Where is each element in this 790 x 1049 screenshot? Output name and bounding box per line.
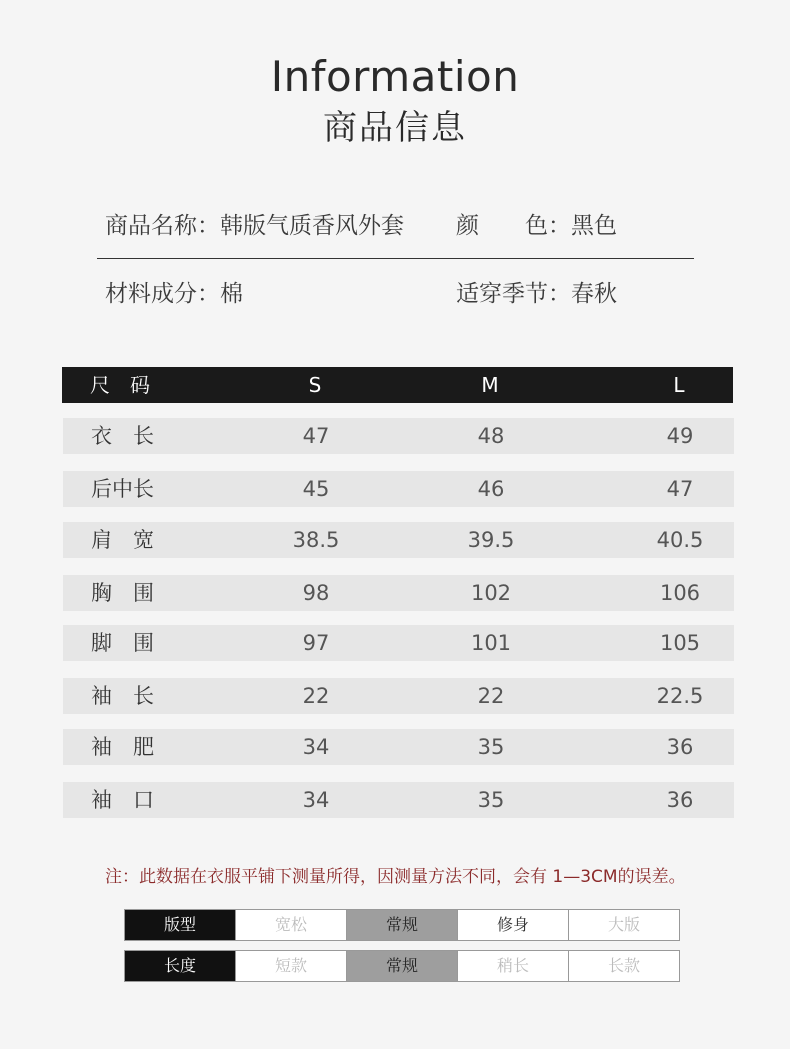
table-cell: 106 [659, 581, 701, 605]
fit-option: 修身 [457, 910, 568, 940]
product-name: 商品名称：韩版气质香风外套 [105, 213, 404, 239]
table-cell: 34 [302, 788, 330, 812]
table-cell: 102 [470, 581, 512, 605]
table-cell: 48 [477, 424, 505, 448]
row-label: 袖 口 [91, 788, 154, 812]
table-row [63, 418, 734, 454]
fit-option-selected: 常规 [346, 910, 457, 940]
length-option: 长款 [568, 951, 679, 981]
table-cell: 101 [470, 631, 512, 655]
header-cell: S [308, 373, 322, 397]
table-row [63, 782, 734, 818]
title-cn: 商品信息 [323, 108, 467, 148]
size-table-header [62, 367, 733, 403]
table-cell: 35 [477, 735, 505, 759]
row-label: 胸 围 [91, 581, 154, 605]
table-row [63, 522, 734, 558]
info-row-2 [105, 275, 705, 309]
row-label: 肩 宽 [91, 528, 154, 552]
table-cell: 98 [302, 581, 330, 605]
row-label: 脚 围 [91, 631, 154, 655]
length-label: 长度 [125, 951, 235, 981]
table-cell: 46 [477, 477, 505, 501]
length-option-selected: 常规 [346, 951, 457, 981]
fit-label: 版型 [125, 910, 235, 940]
table-cell: 49 [666, 424, 694, 448]
product-color: 颜 色：黑色 [456, 213, 617, 239]
fit-option: 宽松 [235, 910, 346, 940]
table-row [63, 471, 734, 507]
table-cell: 47 [666, 477, 694, 501]
table-cell: 35 [477, 788, 505, 812]
table-cell: 40.5 [656, 528, 704, 552]
row-label: 衣 长 [91, 424, 154, 448]
length-scale [124, 950, 680, 982]
header-cell: M [481, 373, 499, 397]
row-label: 袖 肥 [91, 735, 154, 759]
length-option: 短款 [235, 951, 346, 981]
table-row [63, 575, 734, 611]
fit-option: 大版 [568, 910, 679, 940]
product-season: 适穿季节：春秋 [456, 281, 617, 307]
info-row-1 [105, 207, 705, 241]
table-cell: 22.5 [656, 684, 704, 708]
info-divider [97, 258, 694, 259]
title-en: Information [270, 52, 520, 101]
table-row [63, 678, 734, 714]
table-cell: 36 [666, 788, 694, 812]
table-cell: 45 [302, 477, 330, 501]
table-cell: 22 [302, 684, 330, 708]
fit-scale [124, 909, 680, 941]
table-row [63, 625, 734, 661]
product-material: 材料成分：棉 [105, 281, 243, 307]
table-cell: 36 [666, 735, 694, 759]
header-cell: 尺 码 [90, 373, 150, 397]
table-cell: 38.5 [292, 528, 340, 552]
header-cell: L [673, 373, 685, 397]
table-cell: 34 [302, 735, 330, 759]
table-cell: 105 [659, 631, 701, 655]
table-cell: 39.5 [467, 528, 515, 552]
table-cell: 22 [477, 684, 505, 708]
length-option: 稍长 [457, 951, 568, 981]
row-label: 袖 长 [91, 684, 154, 708]
measurement-note: 注：此数据在衣服平铺下测量所得，因测量方法不同，会有 1—3CM的误差。 [105, 867, 686, 887]
row-label: 后中长 [91, 477, 154, 501]
table-cell: 47 [302, 424, 330, 448]
table-cell: 97 [302, 631, 330, 655]
table-row [63, 729, 734, 765]
